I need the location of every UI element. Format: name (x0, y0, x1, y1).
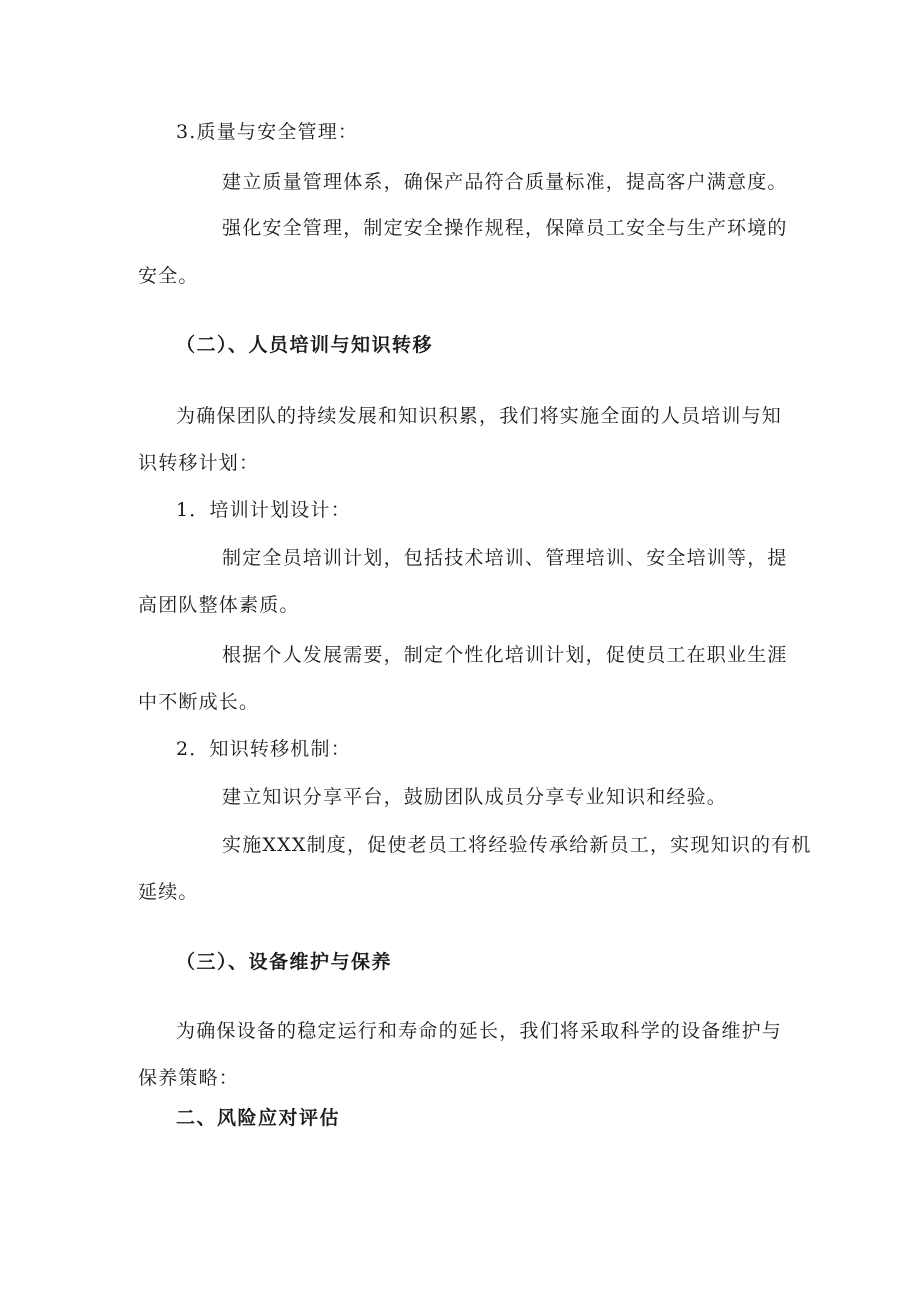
paragraph-equipment-intro-line-2: 保养策略： (138, 1067, 240, 1089)
chapter-heading-risk: 二、风险应对评估 (176, 1107, 341, 1129)
paragraph-mentoring-line-2: 延续。 (138, 881, 199, 903)
paragraph-personal-plan-line-2: 中不断成长。 (138, 691, 260, 713)
paragraph-quality-system: 建立质量管理体系，确保产品符合质量标准，提高客户满意度。 (222, 171, 788, 193)
paragraph-personal-plan-line-1: 根据个人发展需要，制定个性化培训计划，促使员工在职业生涯 (222, 644, 788, 666)
paragraph-mentoring-line-1: 实施XXX制度，促使老员工将经验传承给新员工，实现知识的有机 (222, 834, 812, 856)
paragraph-safety-line-1: 强化安全管理，制定安全操作规程，保障员工安全与生产环境的 (222, 217, 788, 239)
paragraph-training-intro-line-2: 识转移计划： (138, 452, 260, 474)
paragraph-equipment-intro-line-1: 为确保设备的稳定运行和寿命的延长，我们将采取科学的设备维护与 (176, 1020, 783, 1042)
paragraph-training-plan-line-1: 制定全员培训计划，包括技术培训、管理培训、安全培训等，提 (222, 547, 788, 569)
section-heading-training: （二）、人员培训与知识转移 (176, 334, 434, 356)
subsection-heading-quality-safety: 3.质量与安全管理： (176, 121, 359, 143)
paragraph-safety-line-2: 安全。 (138, 265, 199, 287)
paragraph-training-plan-line-2: 高团队整体素质。 (138, 594, 300, 616)
section-heading-equipment: （三）、设备维护与保养 (176, 951, 393, 973)
paragraph-training-intro-line-1: 为确保团队的持续发展和知识积累，我们将实施全面的人员培训与知 (176, 405, 783, 427)
item-heading-knowledge-transfer: 2．知识转移机制： (176, 738, 351, 760)
item-heading-training-plan: 1．培训计划设计： (176, 499, 351, 521)
paragraph-knowledge-platform: 建立知识分享平台，鼓励团队成员分享专业知识和经验。 (222, 786, 728, 808)
